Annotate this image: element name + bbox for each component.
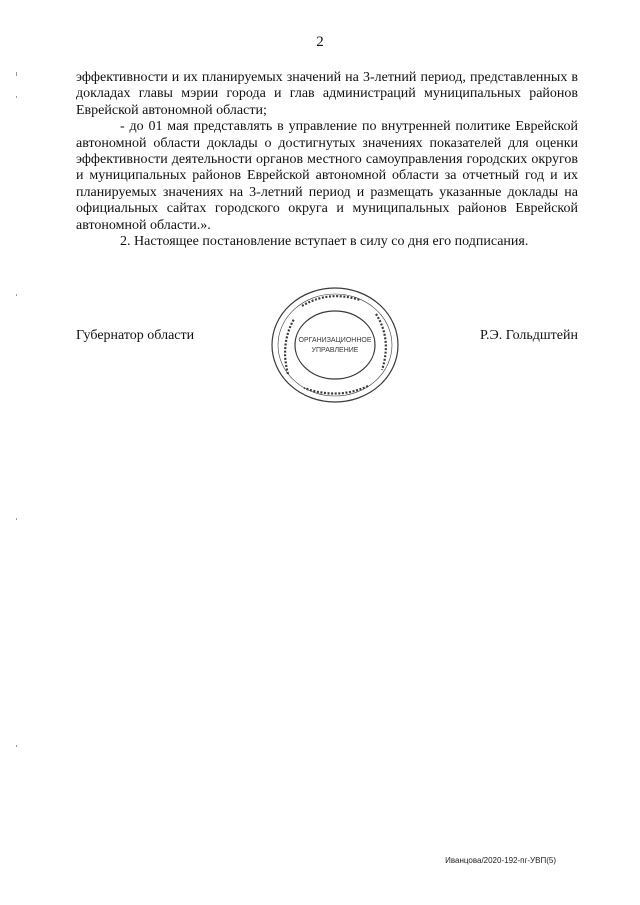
signature-block	[76, 320, 578, 420]
footer-code: Иванцова/2020-192-пг-УВП(5)	[445, 856, 556, 865]
paragraph-continuation: эффективности и их планируемых значений на 3-летний период, представленных в докладах главы мэрии города и глав администраций муниципальных районов Еврейской автономной области;	[76, 70, 578, 118]
page-number: 2	[316, 34, 324, 50]
official-seal	[268, 284, 403, 406]
paragraph-reporting-deadline: - до 01 мая представлять в управление по внутренней политике Еврейской автономной области доклады о достигнутых значениях показателей для оценки эффективности деятельности органов местного самоуправления городских округов и муниципальных районов Еврейской автономной области за отчетный год и их планируемых значениях на 3-летний период и размещать указанные доклады на официальных сайтах городского округа и муниципальных районов Еврейской автономной области.».	[76, 119, 578, 233]
margin-mark-3	[16, 294, 17, 296]
seal-center-line-2: УПРАВЛЕНИЕ	[311, 347, 359, 354]
signer-name: Р.Э. Гольдштейн	[479, 328, 578, 343]
margin-mark-top	[16, 72, 17, 76]
paragraph-effective-date: 2. Настоящее постановление вступает в силу со дня его подписания.	[120, 234, 529, 250]
margin-mark-2	[16, 96, 17, 98]
margin-mark-4	[16, 518, 17, 520]
margin-mark-5	[16, 745, 17, 747]
seal-outer-ring	[272, 288, 398, 402]
seal-center-line-1: ОРГАНИЗАЦИОННОЕ	[298, 337, 372, 344]
document-body	[76, 70, 578, 250]
signer-title: Губернатор области	[76, 328, 195, 343]
seal-inner-ring	[295, 311, 375, 379]
